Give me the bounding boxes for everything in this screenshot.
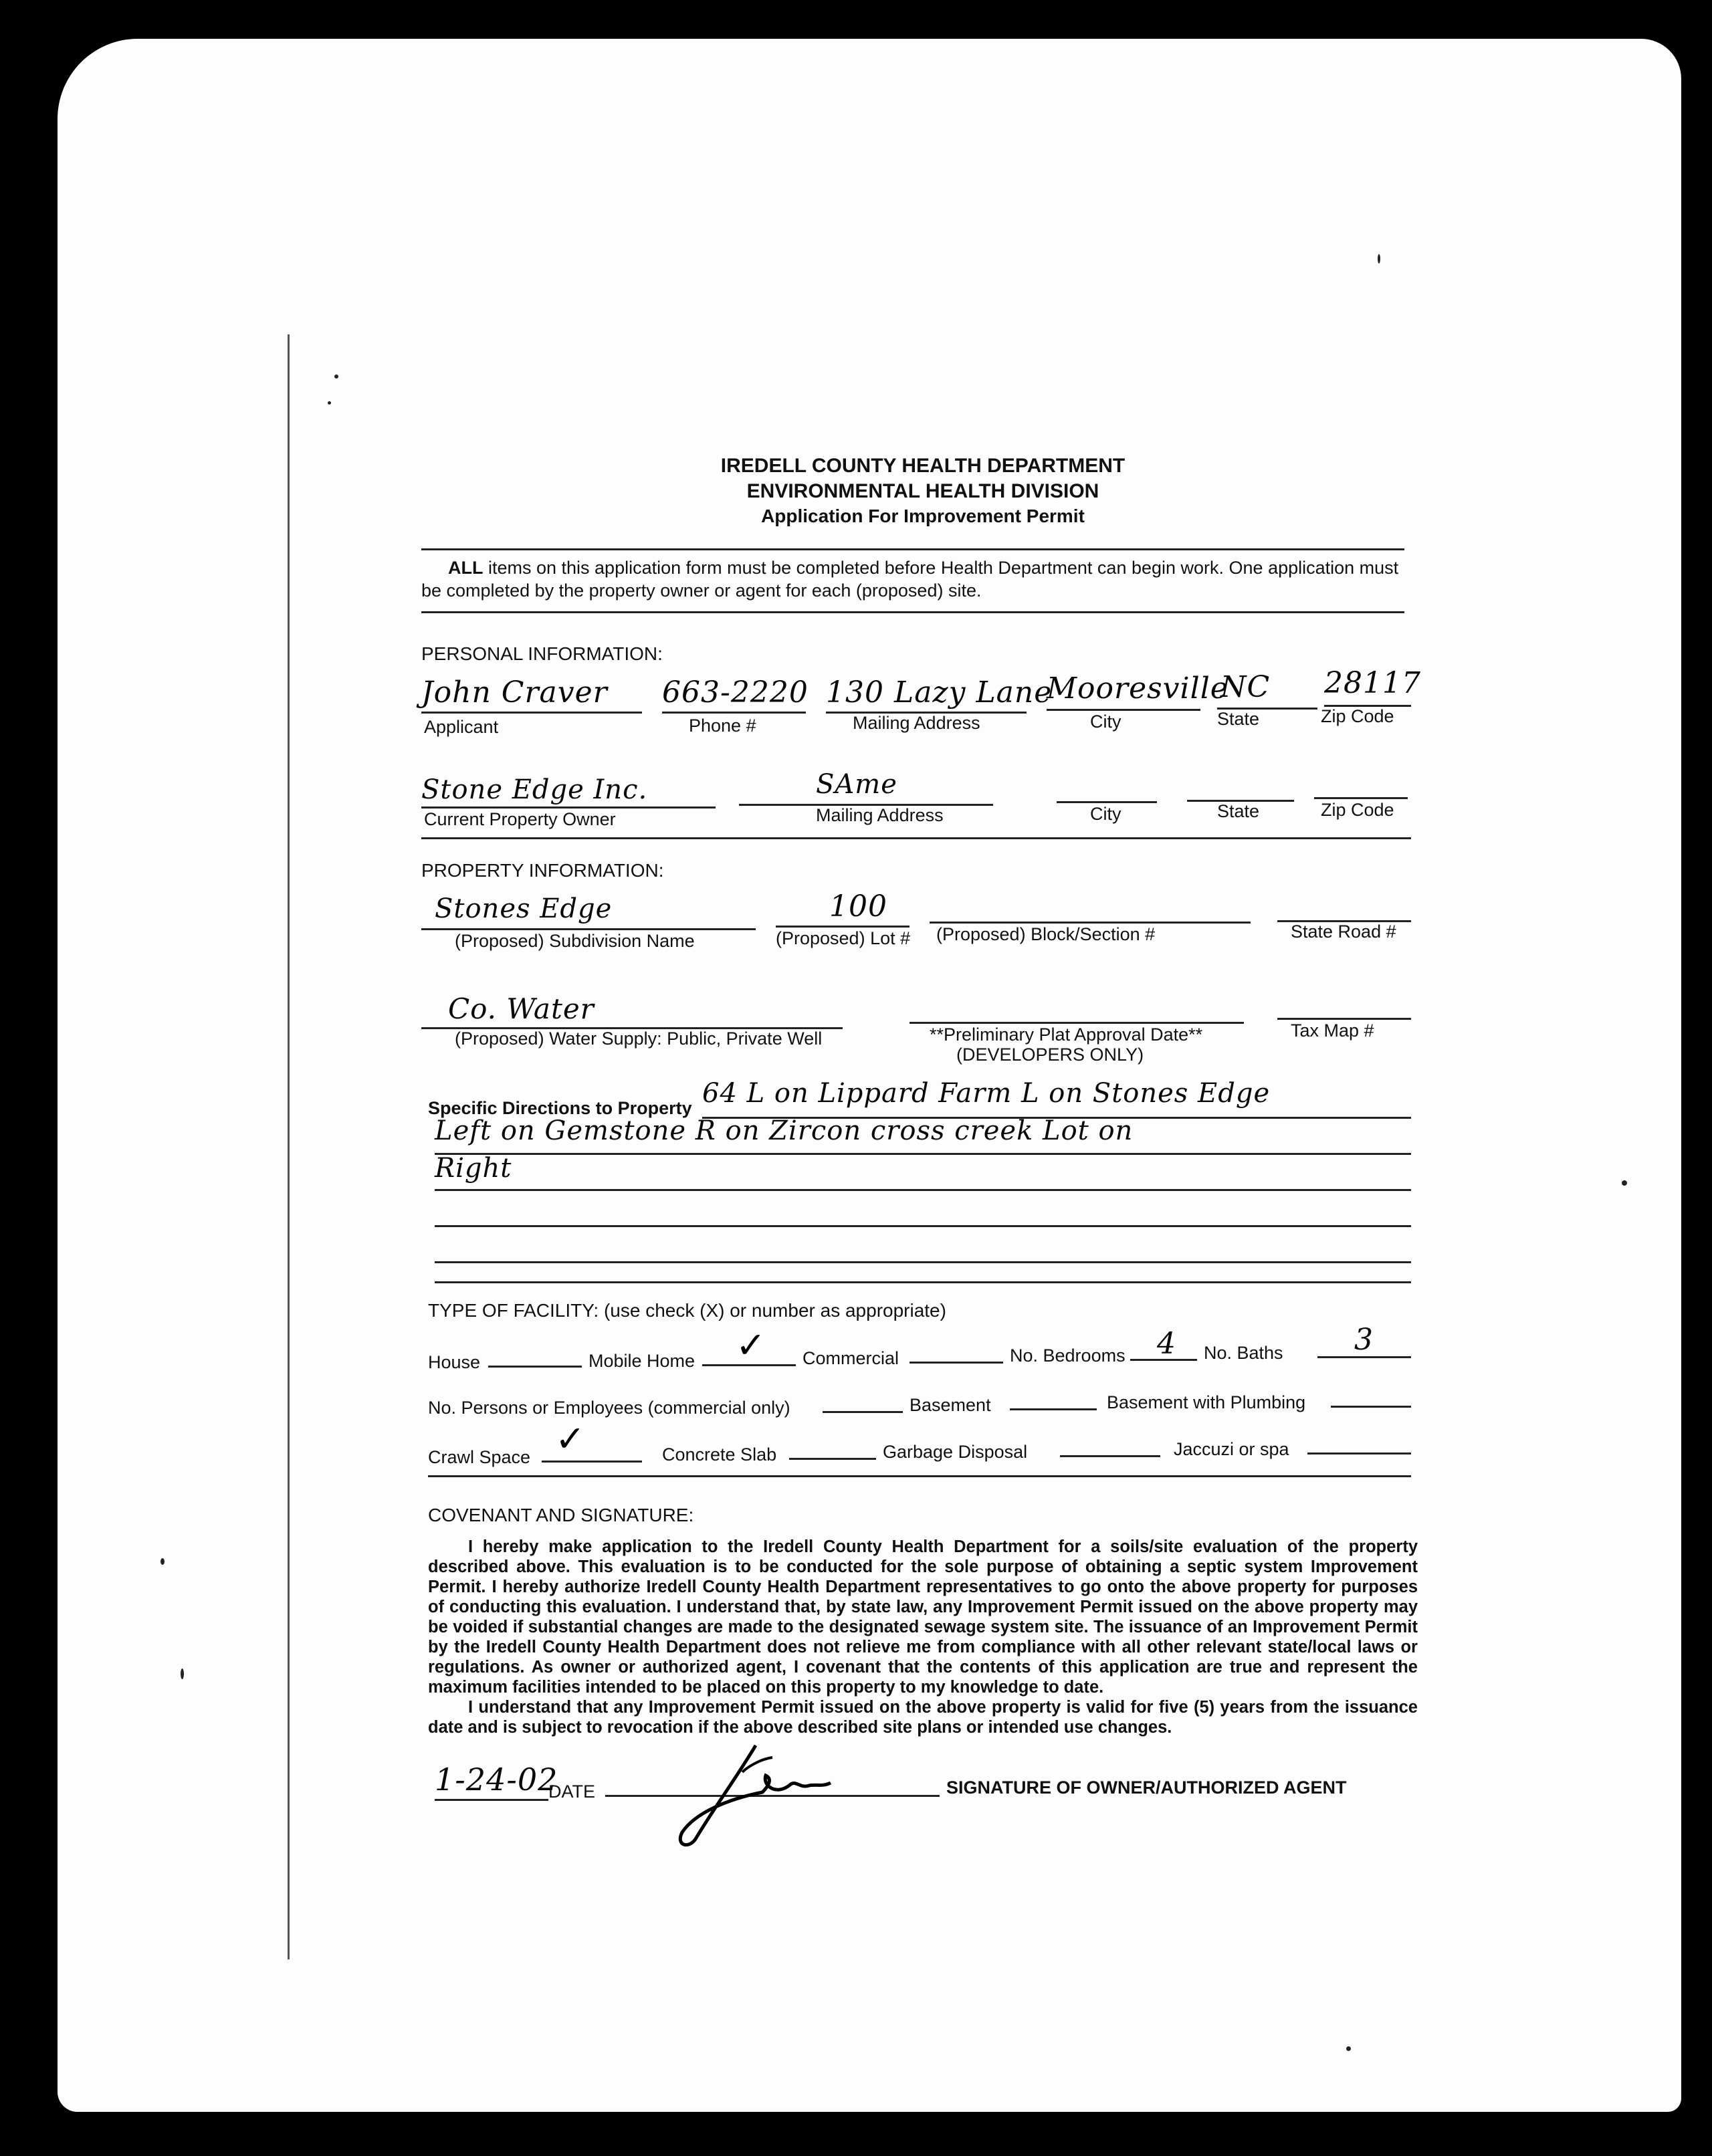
signature-scribble xyxy=(655,1739,856,1852)
mailing-value: 130 Lazy Lane xyxy=(826,675,1053,710)
taxmap-label: Tax Map # xyxy=(1291,1020,1374,1041)
divider xyxy=(421,837,1411,839)
water-label: (Proposed) Water Supply: Public, Private Well xyxy=(455,1029,823,1049)
baths-label: No. Baths xyxy=(1204,1343,1283,1363)
date-line xyxy=(435,1799,548,1801)
covenant-paragraph-1: I hereby make application to the Iredell County Health Department for a soils/site evaluation of the property described above. This evaluation is to be conducted for the sole purpose of obtaining a septic system Improvement Permit. I hereby authorize Iredell County Health Department representatives to go onto the above property for purposes of conducting this evaluation. I understand that, by state law, any Improvement Permit issued on the above property may be voided if substantial changes are made to the designated sewage system site. The issuance of an Improvement Permit by the Iredell County Health Department does not relieve me from compliance with all other relevant state/local laws or regulations. As owner or authorized agent, I covenant that the contents of this application are true and represent the maximum facilities intended to be placed on this property to my knowledge to date. xyxy=(428,1537,1418,1697)
directions-underline-5 xyxy=(435,1261,1411,1263)
covenant-section-title: COVENANT AND SIGNATURE: xyxy=(428,1505,694,1525)
baths-line xyxy=(1317,1356,1411,1358)
basement-plumbing-line xyxy=(1331,1406,1411,1408)
city-label: City xyxy=(1090,712,1121,732)
subdivision-line xyxy=(421,928,756,930)
applicant-line xyxy=(421,712,642,714)
owner-state-label: State xyxy=(1217,801,1260,821)
scan-speck xyxy=(334,374,338,379)
paper-sheet xyxy=(58,39,1681,2112)
owner-city-line xyxy=(1057,801,1157,803)
state-value: NC xyxy=(1220,670,1271,704)
owner-zip-line xyxy=(1314,797,1408,799)
applicant-value: John Craver xyxy=(421,675,608,710)
instructions-bold: ALL xyxy=(448,558,484,578)
water-value: Co. Water xyxy=(448,992,595,1025)
commercial-line xyxy=(909,1362,1003,1364)
baths-value: 3 xyxy=(1354,1323,1374,1357)
house-label: House xyxy=(428,1352,481,1372)
crawl-space-label: Crawl Space xyxy=(428,1447,531,1467)
scan-speck xyxy=(328,401,331,405)
jaccuzi-line xyxy=(1307,1452,1411,1454)
house-line xyxy=(488,1366,582,1368)
subdivision-label: (Proposed) Subdivision Name xyxy=(455,931,695,951)
directions-underline-3 xyxy=(435,1189,1411,1191)
divider xyxy=(421,611,1404,613)
basement-label: Basement xyxy=(909,1395,991,1415)
header-department: IREDELL COUNTY HEALTH DEPARTMENT xyxy=(720,455,1126,477)
jaccuzi-label: Jaccuzi or spa xyxy=(1174,1439,1289,1459)
lot-line xyxy=(776,926,909,928)
persons-label: No. Persons or Employees (commercial only) xyxy=(428,1398,790,1418)
owner-mailing-label: Mailing Address xyxy=(816,805,944,825)
phone-value: 663-2220 xyxy=(662,675,809,710)
plat-line xyxy=(909,1022,1244,1024)
city-line xyxy=(1047,709,1200,711)
basement-line xyxy=(1010,1408,1097,1410)
date-label: DATE xyxy=(548,1782,596,1802)
signature-label: SIGNATURE OF OWNER/AUTHORIZED AGENT xyxy=(946,1777,1347,1798)
owner-line xyxy=(421,806,716,808)
personal-section-title: PERSONAL INFORMATION: xyxy=(421,643,663,664)
concrete-slab-label: Concrete Slab xyxy=(662,1444,777,1465)
mailing-label: Mailing Address xyxy=(853,713,980,733)
owner-label: Current Property Owner xyxy=(424,809,616,829)
instructions xyxy=(421,556,1404,602)
owner-city-label: City xyxy=(1090,804,1121,824)
directions-underline-4 xyxy=(435,1225,1411,1227)
owner-value: Stone Edge Inc. xyxy=(421,774,648,805)
scan-speck xyxy=(160,1558,165,1565)
basement-plumbing-label: Basement with Plumbing xyxy=(1107,1392,1306,1412)
block-label: (Proposed) Block/Section # xyxy=(936,924,1156,944)
crawl-space-check-mark: ✓ xyxy=(555,1418,586,1460)
instructions-text: items on this application form must be completed before Health Department can begin work. One application must be completed by the property owner or agent for each (proposed) site. xyxy=(421,558,1399,601)
covenant-paragraph-2: I understand that any Improvement Permit issued on the above property is valid for five (5) years from the issuance date and is subject to revocation if the above described site plans or intended use changes. xyxy=(428,1698,1418,1737)
header-division: ENVIRONMENTAL HEALTH DIVISION xyxy=(746,480,1099,502)
crawl-space-line xyxy=(542,1461,642,1463)
phone-line xyxy=(662,712,806,714)
state-label: State xyxy=(1217,709,1260,729)
directions-line-1: 64 L on Lippard Farm L on Stones Edge xyxy=(702,1078,1271,1109)
road-label: State Road # xyxy=(1291,922,1396,942)
owner-zip-label: Zip Code xyxy=(1321,800,1394,820)
scan-speck xyxy=(1378,254,1380,263)
facility-section-title: TYPE OF FACILITY: (use check (X) or number as appropriate) xyxy=(428,1300,946,1321)
applicant-label: Applicant xyxy=(424,717,499,737)
plat-sublabel: (DEVELOPERS ONLY) xyxy=(956,1045,1144,1065)
plat-label: **Preliminary Plat Approval Date** xyxy=(930,1025,1203,1045)
garbage-disposal-label: Garbage Disposal xyxy=(883,1442,1028,1462)
concrete-slab-line xyxy=(789,1458,876,1460)
divider xyxy=(428,1475,1411,1477)
scan-speck xyxy=(1346,2046,1351,2051)
persons-line xyxy=(823,1411,903,1413)
directions-underline-6 xyxy=(435,1281,1411,1283)
lot-label: (Proposed) Lot # xyxy=(776,928,911,948)
property-section-title: PROPERTY INFORMATION: xyxy=(421,860,664,881)
date-value: 1-24-02 xyxy=(435,1761,558,1798)
directions-underline-2 xyxy=(435,1153,1411,1155)
mobile-home-line xyxy=(702,1364,796,1366)
bedrooms-line xyxy=(1130,1359,1197,1361)
commercial-label: Commercial xyxy=(802,1348,899,1368)
block-line xyxy=(930,922,1251,924)
scan-speck xyxy=(181,1668,184,1679)
zip-label: Zip Code xyxy=(1321,706,1394,726)
owner-mailing-value: SAme xyxy=(816,769,897,800)
mobile-home-label: Mobile Home xyxy=(588,1351,696,1371)
divider xyxy=(421,548,1404,550)
subdivision-value: Stones Edge xyxy=(435,893,613,924)
mobile-home-check-mark: ✓ xyxy=(736,1324,766,1366)
directions-label: Specific Directions to Property xyxy=(428,1098,692,1118)
header-form-title: Application For Improvement Permit xyxy=(761,506,1085,526)
bedrooms-label: No. Bedrooms xyxy=(1010,1345,1126,1366)
city-value: Mooresville xyxy=(1047,671,1228,706)
covenant-text xyxy=(428,1537,1418,1737)
taxmap-line xyxy=(1277,1018,1411,1020)
bedrooms-value: 4 xyxy=(1157,1327,1176,1361)
directions-line-2: Left on Gemstone R on Zircon cross creek Lot on xyxy=(435,1115,1134,1146)
directions-line-3: Right xyxy=(435,1153,512,1184)
scan-speck xyxy=(1622,1180,1627,1186)
garbage-disposal-line xyxy=(1060,1455,1160,1457)
scan-edge-line xyxy=(288,334,290,1959)
zip-value: 28117 xyxy=(1324,666,1421,700)
phone-label: Phone # xyxy=(689,716,756,736)
lot-value: 100 xyxy=(829,889,887,924)
